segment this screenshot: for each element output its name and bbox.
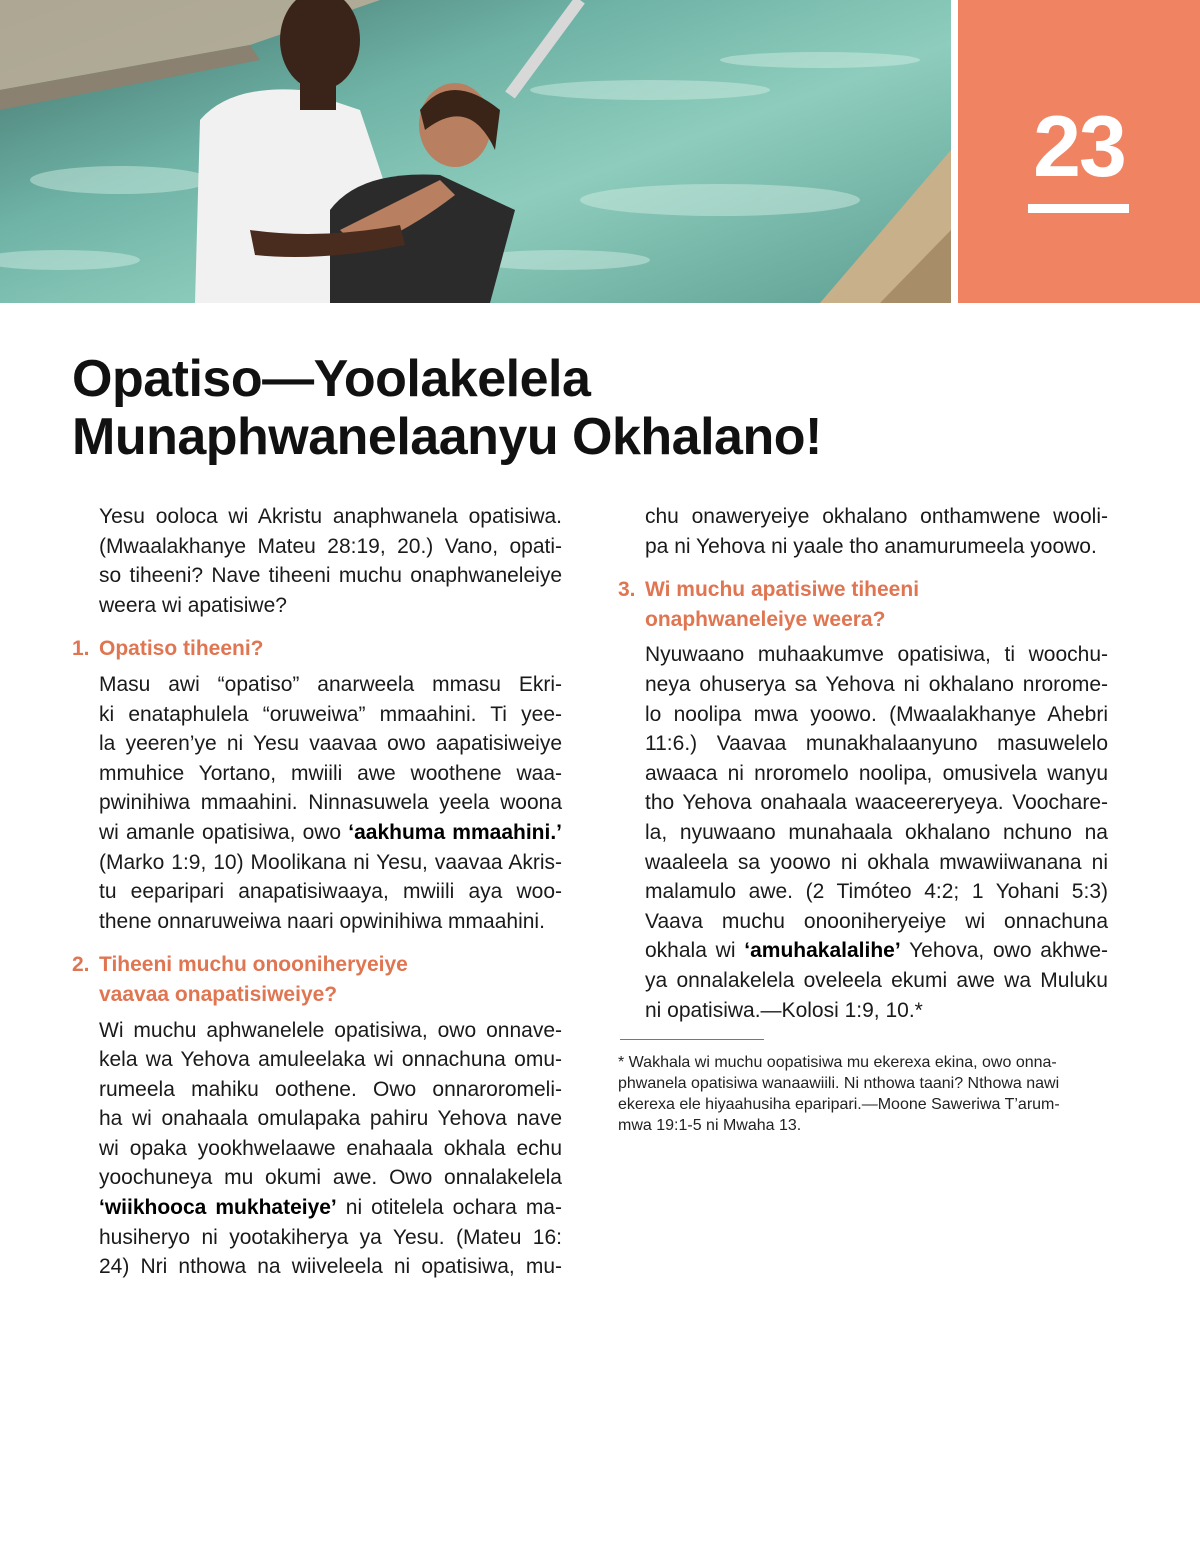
question-heading xyxy=(72,950,562,1009)
text-line xyxy=(645,966,1108,996)
text-segment: okhala wi xyxy=(645,939,745,963)
text-line xyxy=(645,788,1108,818)
text-line xyxy=(645,532,1108,562)
text-line xyxy=(645,700,1108,730)
text-segment: pa ni Yehova ni yaale tho anamurumeela yoowo. xyxy=(645,534,1097,558)
text-segment: Yesu ooloca wi Akristu anaphwanela opatisiwa. xyxy=(99,505,562,528)
emphasized-text: ‘amuhakalalihe’ xyxy=(744,939,901,963)
question-text: vaavaa onapatisiweiye? xyxy=(99,982,338,1006)
text-line xyxy=(645,848,1108,878)
text-segment: mmuhice Yortano, mwiili awe woothene waa- xyxy=(99,761,562,785)
left-column xyxy=(72,502,562,1296)
text-segment: yoochuneya mu okumi awe. Owo onnalakelela xyxy=(99,1166,562,1190)
chapter-number: 23 xyxy=(1033,99,1125,195)
text-segment: awaaca ni nroromelo noolipa, omusivela wanyu xyxy=(645,761,1108,785)
text-segment: chu onaweryeiye okhalano onthamwene wooli- xyxy=(645,505,1108,528)
text-segment: 11:6.) Vaavaa munakhalaanyuno masuwelelo xyxy=(645,732,1108,756)
text-line xyxy=(645,877,1108,907)
right-column xyxy=(618,502,1108,1136)
text-segment: ki enataphulela “oruweiwa” mmaahini. Ti yee- xyxy=(99,702,562,726)
text-segment: so tiheeni? Nave tiheeni muchu onaphwaneleiye xyxy=(99,564,562,588)
text-segment: la yeeren’ye ni Yesu vaavaa owo aapatisiweiye xyxy=(99,732,562,756)
chapter-underline xyxy=(1028,204,1129,213)
text-segment: (Mwaalakhanye Mateu 28:19, 20.) Vano, opati- xyxy=(99,534,562,558)
paragraph xyxy=(72,1016,562,1282)
question-heading xyxy=(72,634,562,664)
chapter-badge xyxy=(958,0,1200,303)
text-segment: wi opaka yookhwelaawe enahaala okhala echu xyxy=(99,1136,562,1160)
emphasized-text: ‘aakhuma mmaahini.’ xyxy=(348,820,563,844)
paragraph xyxy=(618,502,1108,561)
text-segment: ya onnalakelela oveleela ekumi awe wa Muluku xyxy=(645,968,1108,992)
text-segment: weera wi apatisiwe? xyxy=(99,593,287,617)
text-segment: Yehova, owo akhwe- xyxy=(900,939,1108,963)
footnote-line: ekerexa ele hiyaahusiha eparipari.—Moone Saweriwa T’arum- xyxy=(618,1096,1060,1114)
question-text: Tiheeni muchu onooniheryeiye xyxy=(99,953,408,977)
text-line xyxy=(645,729,1108,759)
text-segment: pwinihiwa mmaahini. Ninnasuwela yeela woona xyxy=(99,791,562,815)
text-line xyxy=(99,1223,562,1253)
footnote xyxy=(618,1052,1108,1136)
footnote-divider xyxy=(620,1039,764,1040)
question-text: Wi muchu apatisiwe tiheeni xyxy=(645,578,920,602)
question-heading xyxy=(618,575,1108,634)
footnote-line: phwanela opatisiwa wanaawiili. Ni nthowa taani? Nthowa nawi xyxy=(618,1075,1060,1093)
text-line xyxy=(645,996,1108,1026)
text-segment: rumeela mahiku oothene. Owo onnaroromeli- xyxy=(99,1077,562,1101)
text-segment: ni otitelela ochara ma- xyxy=(336,1196,562,1220)
text-segment: waaleela sa yoowo ni okhala mwawiiwanana ni xyxy=(645,850,1108,874)
paragraph xyxy=(618,640,1108,1025)
text-segment: ni opatisiwa.—Kolosi 1:9, 10.* xyxy=(645,998,923,1022)
text-segment: wi amanle opatisiwa, owo xyxy=(99,820,349,844)
text-line xyxy=(99,502,562,532)
text-segment: malamulo awe. (2 Timóteo 4:2; 1 Yohani 5:3) xyxy=(645,880,1108,904)
text-line xyxy=(99,561,562,591)
text-segment: Vaava muchu onooniheryeiye wi onnachuna xyxy=(645,909,1108,933)
title-line: Opatiso—Yoolakelela xyxy=(72,350,591,408)
text-segment: ha wi onahaala omulapaka pahiru Yehova nave xyxy=(99,1107,562,1131)
text-segment: Masu awi “opatiso” anarweela mmasu Ekri- xyxy=(99,672,562,696)
title-line: Munaphwanelaanyu Okhalano! xyxy=(72,408,822,466)
question-number: 3. xyxy=(618,578,636,602)
text-line xyxy=(645,670,1108,700)
footnote-line: * Wakhala wi muchu oopatisiwa mu ekerexa ekina, owo onna- xyxy=(618,1054,1057,1072)
text-segment: la, nyuwaano munahaala okhalano nchuno na xyxy=(645,820,1108,844)
text-line xyxy=(99,759,562,789)
emphasized-text: ‘wiikhooca mukhateiye’ xyxy=(99,1196,337,1220)
text-segment: husiheryo ni yootakiherya ya Yesu. (Mateu 16: xyxy=(99,1225,562,1249)
question-number: 2. xyxy=(72,953,90,977)
text-line xyxy=(99,1193,562,1223)
text-line xyxy=(99,907,562,937)
question-text: onaphwaneleiye weera? xyxy=(645,607,886,631)
text-segment: kela wa Yehova amuleelaka wi onnachuna omu- xyxy=(99,1048,562,1072)
text-line xyxy=(645,818,1108,848)
text-segment: 24) Nri nthowa na wiiveleela ni opatisiwa, mu- xyxy=(99,1255,562,1279)
question-text: Opatiso tiheeni? xyxy=(99,637,264,661)
question-number: 1. xyxy=(72,637,90,661)
text-line xyxy=(645,759,1108,789)
text-line xyxy=(99,1075,562,1105)
text-segment: lo noolipa mwa yoowo. (Mwaalakhanye Ahebri xyxy=(645,702,1108,726)
text-line xyxy=(645,502,1108,532)
baptism-photo xyxy=(0,0,951,303)
text-segment: Nyuwaano muhaakumve opatisiwa, ti woochu- xyxy=(645,643,1108,667)
text-line xyxy=(645,640,1108,670)
text-line xyxy=(99,1163,562,1193)
paragraph xyxy=(72,670,562,936)
baptism-illustration xyxy=(0,0,951,303)
text-line xyxy=(99,729,562,759)
footnote-line: mwa 19:1-5 ni Mwaha 13. xyxy=(618,1117,802,1135)
text-line xyxy=(99,877,562,907)
text-segment: tho Yehova onahaala waaceereryeya. Voochare- xyxy=(645,791,1108,815)
text-line xyxy=(99,1045,562,1075)
text-segment: tu eeparipari anapatisiwaaya, mwiili aya woo- xyxy=(99,880,562,904)
text-segment: neya ohuserya sa Yehova ni okhalano nrorome- xyxy=(645,672,1108,696)
text-line xyxy=(99,788,562,818)
text-line xyxy=(99,591,562,621)
text-line xyxy=(99,700,562,730)
text-line xyxy=(99,1104,562,1134)
text-line xyxy=(645,936,1108,966)
text-segment: (Marko 1:9, 10) Moolikana ni Yesu, vaavaa Akris- xyxy=(99,850,562,874)
text-line xyxy=(99,670,562,700)
text-line xyxy=(99,1016,562,1046)
text-line xyxy=(645,907,1108,937)
text-segment: thene onnaruweiwa naari opwinihiwa mmaahini. xyxy=(99,909,545,933)
text-line xyxy=(99,532,562,562)
page-title xyxy=(72,350,822,466)
paragraph xyxy=(72,502,562,620)
text-line xyxy=(99,818,562,848)
text-line xyxy=(99,1134,562,1164)
text-line xyxy=(99,848,562,878)
text-segment: Wi muchu aphwanelele opatisiwa, owo onnave- xyxy=(99,1018,562,1042)
text-line xyxy=(99,1252,562,1282)
